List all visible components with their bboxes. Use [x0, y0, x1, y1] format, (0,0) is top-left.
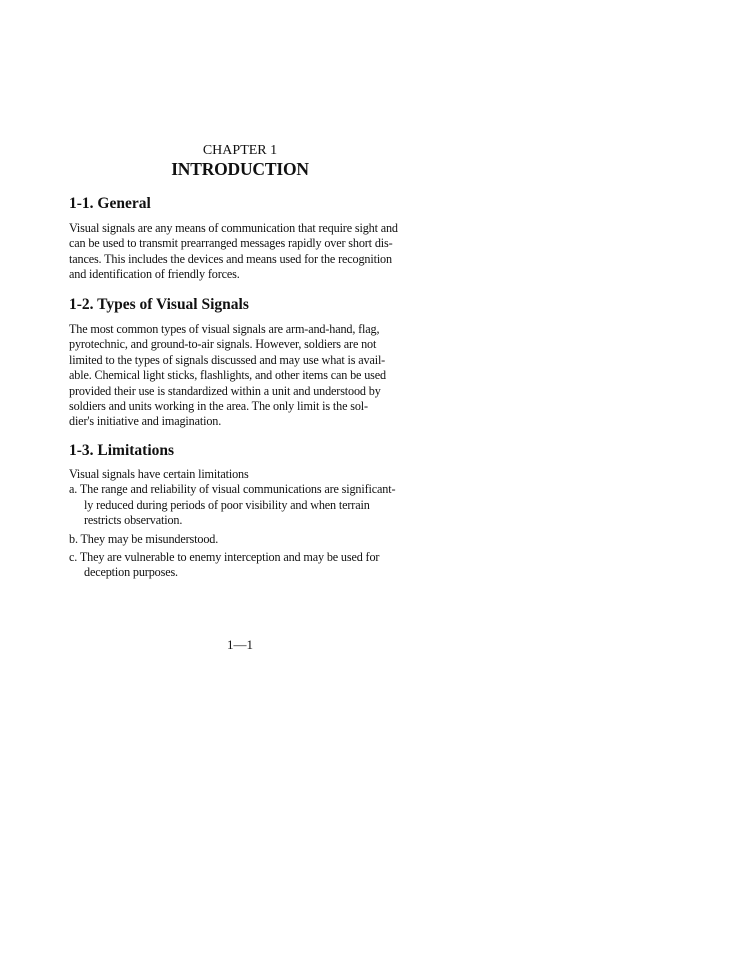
paragraph-line: pyrotechnic, and ground-to-air signals. However, soldiers are not: [69, 337, 377, 352]
paragraph-line: limited to the types of signals discussed and may use what is avail-: [69, 352, 386, 367]
section-types-body: [69, 322, 429, 430]
paragraph-line: can be used to transmit prearranged messages rapidly over short dis-: [69, 236, 393, 251]
paragraph-line: and identification of friendly forces.: [69, 267, 240, 282]
section-heading-types: 1-2. Types of Visual Signals: [69, 296, 249, 313]
paragraph-line: able. Chemical light sticks, flashlights, and other items can be used: [69, 368, 386, 383]
list-item-b: b. They may be misunderstood.: [69, 531, 219, 546]
paragraph-line: Visual signals have certain limitations: [69, 467, 249, 481]
section-heading-limitations: 1-3. Limitations: [69, 442, 175, 459]
paragraph-line: provided their use is standardized within a unit and understood by: [69, 383, 381, 398]
chapter-label: CHAPTER 1: [202, 143, 278, 158]
list-item-a-continued: ly reduced during periods of poor visibility and when terrain: [84, 497, 370, 512]
paragraph-line: dier's initiative and imagination.: [69, 414, 222, 429]
paragraph-line: tances. This includes the devices and means used for the recognition: [69, 251, 392, 266]
paragraph-line: Visual signals are any means of communication that require sight and: [69, 221, 398, 235]
chapter-title: INTRODUCTION: [171, 159, 309, 179]
section-general-body: [69, 221, 429, 283]
paragraph-line: soldiers and units working in the area. The only limit is the sol-: [69, 399, 368, 414]
section-limitations-body: [69, 467, 429, 581]
paragraph-line: The most common types of visual signals are arm-and-hand, flag,: [69, 322, 380, 336]
page-number: 1—1: [227, 637, 253, 652]
list-item-c: c. They are vulnerable to enemy interception and may be used for: [69, 550, 380, 565]
list-item-a: a. The range and reliability of visual communications are significant-: [69, 482, 396, 497]
list-item-a-continued: restricts observation.: [84, 513, 183, 528]
section-heading-general: 1-1. General: [69, 195, 151, 212]
list-item-c-continued: deception purposes.: [84, 565, 178, 580]
